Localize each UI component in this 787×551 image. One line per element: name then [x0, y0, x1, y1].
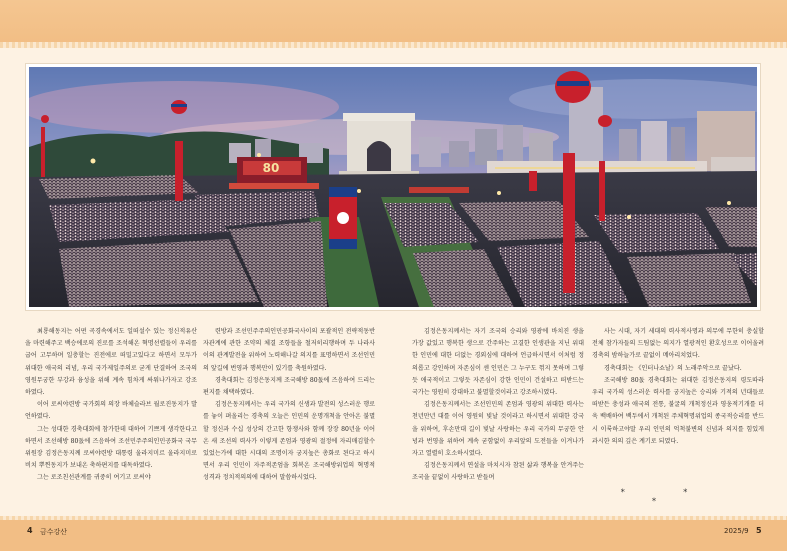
paragraph: 김정은동지께서는 자기 조국의 승리와 영광에 바치진 생을 가장 값있고 행복한 생으로 간주하는 고결한 인생관을 지닌 위대한 인민에 대한 더없는 경외심에 대하여 언급하시면서 이처럼 정의롭고 강인하며 자존심이 센 인민은 그 누구도 꺾지 못하며 그렇듯 애국적이고 그렇듯 자존심이 강한 인민이 건설하고 떠받드는 국가는 영원히 강대하고 불멸할것이라고 강조하시였다. — [412, 328, 584, 397]
bottom-decorative-band — [0, 520, 787, 551]
right-page-number: 5 — [756, 526, 762, 535]
article-column-4 — [592, 326, 764, 511]
paragraph: 김정은동지께서 연설을 마치시자 참된 삶과 행복을 안겨주는 조국을 끝없이 사랑하고 받들며 — [412, 462, 584, 482]
paragraph: 경축대회는 《인터나쇼날》의 노래주악으로 끝났다. — [604, 364, 742, 372]
paragraph: 최룡해동지는 어떤 곡경속에서도 일떠설수 있는 정신적유산을 마련해주고 백승에로의 진로를 조석해온 혁명선렬들이 우리를 굽어 고무하며 일충할는 진전에로 떠밀고있다고 하면서 모두가 위대한 애국의 리념, 우리 국가제일주의로 굳게 단결하여 조국의 영원무궁한 부강과 융성을 위해 계속 힘차게 싸워나가자고 강조하였다. — [25, 328, 197, 397]
paragraph: 김정은동지께서는 우리 국가의 신생과 발전의 성스러운 행로를 놓이 펴올리는 경축의 오늘은 인민의 운명개척을 안아온 불멸할 정신과 수십 성상의 간고한 항쟁사와 함께 장장 80년을 이어온 새 조선의 력사가 이렇게 존엄과 영광의 절정에 자리매김할수 있었는가에 대한 시대의 조명이자 궁지높은 총화로 된다고 하시면서 우리 인민이 자주적존엄을 회복온 조국해방위업의 혁명적 성격과 정치적의의에 대하여 말씀하시었다. — [203, 401, 375, 482]
paragraph: 김정은동지께서는 조선인민의 존엄과 영광의 위대한 력사는 천년만년 대를 이어 영원히 빛날 것이라고 하시면서 위대한 강국을 위하여, 후손만대 길이 빛날 사랑하는 우리 국가의 무궁한 안녕과 번영을 위하여 계속 굳함없이 우리앞의 도전들을 이겨나가자고 열렬히 호소하시였다. — [412, 401, 584, 458]
publication-name: 금수강산 — [40, 528, 68, 536]
ending-mark: * * * — [620, 488, 716, 506]
arch-of-triumph — [339, 113, 419, 177]
celebration-photo — [26, 64, 760, 310]
paragraph: 사는 시대, 자기 세대의 력사적사명과 의무에 무한히 충실할 전체 참가자들의 드팀없는 의지가 열광적인 환호성으로 이어울려 경축의 밤하늘가로 끝없이 메아리치었다. — [592, 328, 764, 360]
paragraph: 경축대회는 김정은동지께 조국해방 80돐에 즈음하여 드리는 편지를 채택하였다. — [203, 376, 375, 397]
pyongyang-night-rally-illustration — [29, 67, 757, 307]
article-column-2 — [203, 326, 375, 511]
paragraph: 그는 성대한 경축대회에 참가한데 대하여 기쁘게 생각한다고 하면서 조선해방 80돐에 즈음하여 조선민주주의인민공화국 국무위원장 김정은동지께 로씨야련방 대통령 울라지미르 울라지미로비치 뿌찐동지가 보내온 축하편지를 대독하였다. — [25, 425, 197, 470]
paragraph: 련방과 조선민주주의인민공화국사이의 포괄적인 전략적동반자관계에 관한 조약의 체결 조항들을 철저히리행하며 두 나라사이의 관계발전을 위하여 노력해나갈 의지를 표명하면서 조선인민의 앞길에 번영과 행복만이 있기를 축원하였다. — [203, 328, 375, 372]
stage-number-80: 80 — [262, 161, 280, 175]
article-column-3 — [412, 326, 584, 511]
top-pattern-strip — [0, 42, 787, 48]
paragraph: 그는 로조친선관계를 귀중히 여기고 로씨야 — [37, 474, 151, 482]
left-page-number: 4 — [27, 526, 33, 535]
paragraph: 조국해방 80돐 경축대회는 위대한 김정은동지의 령도따라 우리 국가의 성스러운 력사를 궁지높은 승리와 기적의 년대들로 떠받든 충성과 애국의 전통, 불굴의 개척정신과 영웅적기개를 더욱 백배하여 백두에서 개척된 주체혁명위업의 종국적승리를 반드시 이룩하고야말 우리 인민의 억척불변의 신념과 의지를 힘있게 과시한 의의 깊은 계기로 되였다. — [592, 376, 764, 445]
top-decorative-band — [0, 0, 787, 42]
issue-date: 2025/9 — [724, 527, 749, 535]
article-column-1 — [25, 326, 197, 511]
paragraph: 이어 로씨야련방 국가회의 의장 바체슬라브 월로진동지가 발언하였다. — [25, 401, 197, 421]
